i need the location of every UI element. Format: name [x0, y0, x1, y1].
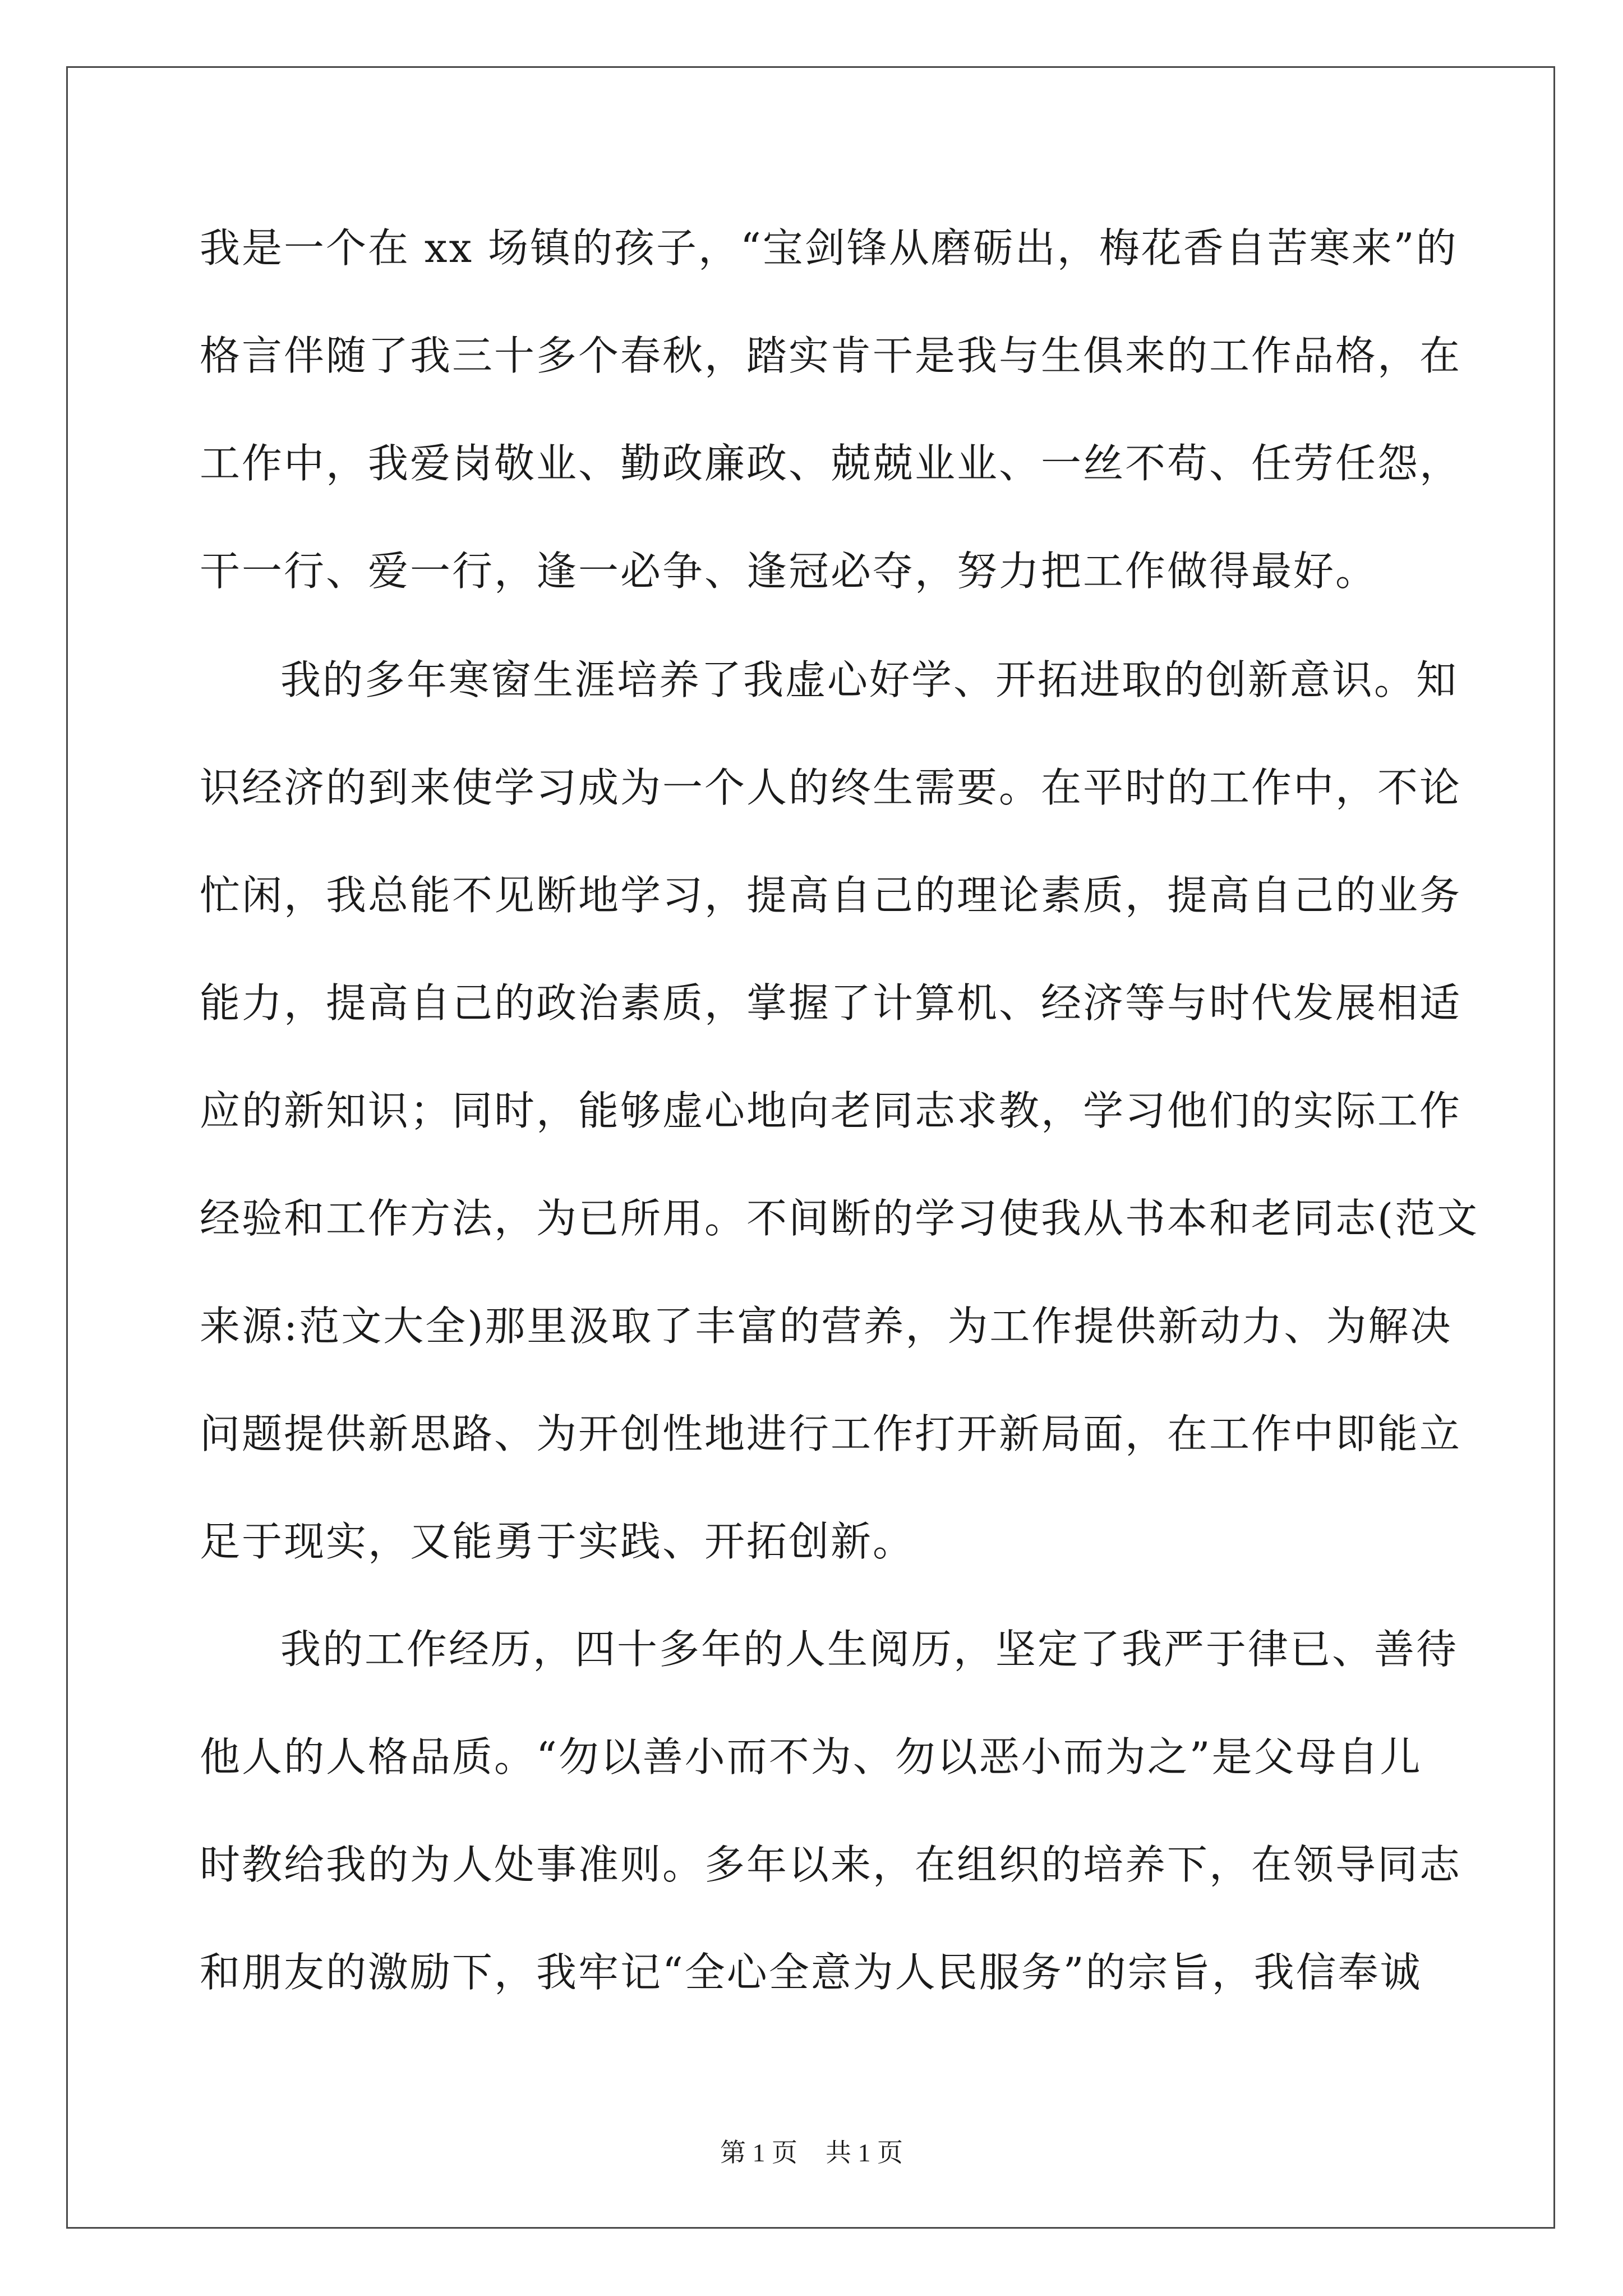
text-line: 来源:范文大全)那里汲取了丰富的营养，为工作提供新动力、为解决 [200, 1303, 1453, 1350]
text-line: 忙闲，我总能不见断地学习，提高自己的理论素质，提高自己的业务 [200, 872, 1462, 919]
paragraph-first-line: 我的多年寒窗生涯培养了我虚心好学、开拓进取的创新意识。知 [280, 656, 1459, 703]
text-line: 我是一个在 xx 场镇的孩子，“宝剑锋从磨砺出，梅花香自苦寒来”的 [200, 224, 1458, 272]
text-line: 足于现实，又能勇于实践、开拓创新。 [200, 1518, 915, 1565]
text-line: 干一行、爱一行，逢一必争、逢冠必夺，努力把工作做得最好。 [200, 547, 1378, 595]
page-total: 共 1 页 [826, 2138, 903, 2167]
text-line: 工作中，我爱岗敬业、勤政廉政、兢兢业业、一丝不苟、任劳任怨， [200, 440, 1462, 487]
text-line: 和朋友的激励下，我牢记“全心全意为人民服务”的宗旨，我信奉诚 [200, 1949, 1422, 1996]
text-line: 问题提供新思路、为开创性地进行工作打开新局面，在工作中即能立 [200, 1410, 1462, 1457]
text-line: 识经济的到来使学习成为一个人的终生需要。在平时的工作中，不论 [200, 764, 1462, 811]
page-footer [0, 2136, 1623, 2170]
text-line: 他人的人格品质。“勿以善小而不为、勿以恶小而为之”是父母自儿 [200, 1733, 1422, 1780]
text-line: 时教给我的为人处事准则。多年以来，在组织的培养下，在领导同志 [200, 1841, 1462, 1888]
text-line: 经验和工作方法，为已所用。不间断的学习使我从书本和老同志(范文 [200, 1195, 1479, 1242]
text-line: 能力，提高自己的政治素质，掌握了计算机、经济等与时代发展相适 [200, 979, 1462, 1027]
page-number: 第 1 页 [720, 2138, 797, 2167]
text-line: 应的新知识；同时，能够虚心地向老同志求教，学习他们的实际工作 [200, 1087, 1462, 1134]
paragraph-first-line: 我的工作经历，四十多年的人生阅历，坚定了我严于律已、善待 [280, 1626, 1459, 1673]
text-line: 格言伴随了我三十多个春秋，踏实肯干是我与生俱来的工作品格，在 [200, 332, 1462, 379]
